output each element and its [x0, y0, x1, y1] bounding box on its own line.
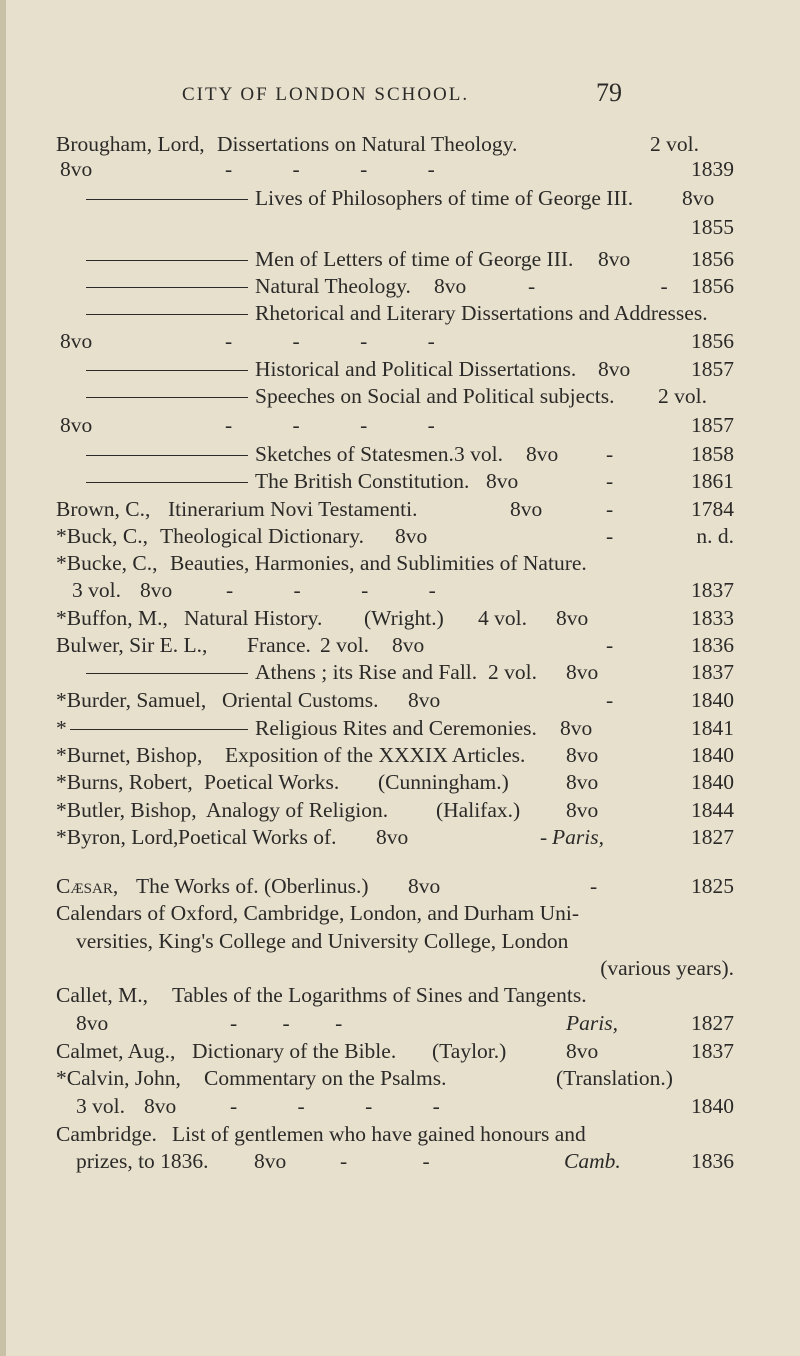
entry-format: 8vo: [510, 497, 543, 521]
entry-format: 8vo: [395, 524, 428, 548]
entry-title: The British Constitution.: [255, 469, 470, 493]
entry-year: 1827: [691, 1011, 734, 1035]
entry-format: 8vo: [60, 413, 93, 437]
entry-author: *Calvin, John,: [56, 1066, 181, 1090]
catalogue-entry-cont: [0, 213, 800, 241]
entry-format: 8vo: [566, 743, 599, 767]
entry-year: 1837: [691, 1039, 734, 1063]
entry-separator: -: [606, 469, 614, 493]
entry-separator: - -: [528, 274, 668, 298]
header-title: CITY OF LONDON SCHOOL.: [182, 84, 470, 105]
entry-author: Bulwer, Sir E. L.,: [56, 633, 208, 657]
ditto-dash: [86, 199, 248, 200]
entry-author: *Butler, Bishop,: [56, 798, 197, 822]
entry-title-continued: prizes, to 1836.: [76, 1149, 209, 1173]
entry-year: 1857: [691, 413, 734, 437]
entry-year: 1856: [691, 329, 734, 353]
entry-title: Exposition of the XXXIX Articles.: [225, 743, 526, 767]
entry-editor: (Oberlinus.): [264, 874, 369, 898]
entry-year: 1833: [691, 606, 734, 630]
catalogue-entry: [0, 549, 800, 577]
entry-format: 8vo: [60, 157, 93, 181]
catalogue-entry: [0, 1120, 800, 1148]
entry-year: 1855: [691, 215, 734, 239]
entry-title: Theological Dictionary.: [160, 524, 364, 548]
entry-format: 8vo: [392, 633, 425, 657]
catalogue-entry: [0, 899, 800, 927]
ditto-dash: [86, 482, 248, 483]
entry-year: 1837: [691, 578, 734, 602]
entry-year: 1839: [691, 157, 734, 181]
entry-format: 8vo: [556, 606, 589, 630]
entry-title: Dissertations on Natural Theology.: [217, 132, 518, 156]
entry-format: 8vo: [144, 1094, 177, 1118]
catalogue-entry-cont: [0, 1147, 800, 1175]
entry-author: *Burder, Samuel,: [56, 688, 207, 712]
catalogue-entry: [0, 768, 800, 796]
catalogue-entry-cont: [0, 1009, 800, 1037]
catalogue-entry: [0, 245, 800, 273]
entry-format: 8vo: [254, 1149, 287, 1173]
entry-title: Natural History.: [184, 606, 323, 630]
entry-separator: -: [590, 874, 598, 898]
entry-place: Paris,: [566, 1011, 618, 1035]
entry-author: *Burnet, Bishop,: [56, 743, 203, 767]
entry-format: 8vo: [76, 1011, 109, 1035]
entry-year: 1857: [691, 357, 734, 381]
catalogue-entry-cont: [0, 954, 800, 982]
entry-title: List of gentlemen who have gained honours and: [172, 1122, 586, 1146]
catalogue-entry: [0, 872, 800, 900]
catalogue-entry: [0, 382, 800, 410]
entry-title: Beauties, Harmonies, and Sublimities of Nature.: [170, 551, 587, 575]
entry-separator: - - - -: [225, 413, 435, 437]
entry-editor: (Wright.): [364, 606, 444, 630]
entry-title: France.: [247, 633, 311, 657]
catalogue-entry: [0, 1064, 800, 1092]
entry-title: Itinerarium Novi Testamenti.: [168, 497, 418, 521]
entry-separator: -: [606, 497, 614, 521]
entry-editor: (Cunningham.): [378, 770, 509, 794]
entry-separator: - - - -: [230, 1094, 440, 1118]
entry-year: 1856: [691, 247, 734, 271]
entry-title: Lives of Philosophers of time of George III.: [255, 186, 634, 210]
entry-author: *Burns, Robert,: [56, 770, 193, 794]
entry-title: Natural Theology.: [255, 274, 411, 298]
entry-title: Speeches on Social and Political subjects.: [255, 384, 615, 408]
entry-title: Sketches of Statesmen.: [255, 442, 454, 466]
entry-format: 8vo: [408, 688, 441, 712]
entry-volumes: 3 vol.: [454, 442, 503, 466]
catalogue-entry: [0, 631, 800, 659]
entry-format: 8vo: [376, 825, 409, 849]
entry-year: 1836: [691, 633, 734, 657]
entry-format: 8vo: [598, 247, 631, 271]
catalogue-entry: [0, 604, 800, 632]
entry-volumes: 2 vol.: [658, 384, 707, 408]
page-number: 79: [596, 78, 622, 107]
entry-title: Athens ; its Rise and Fall.: [255, 660, 478, 684]
entry-title-continued: versities, King's College and University College, London: [76, 929, 569, 953]
entry-editor: (Translation.): [556, 1066, 673, 1090]
entry-author: *Buffon, M.,: [56, 606, 168, 630]
entry-separator: -: [606, 442, 614, 466]
catalogue-entry: [0, 981, 800, 1009]
entry-year: 1836: [691, 1149, 734, 1173]
entry-separator: - - - -: [225, 157, 435, 181]
entry-author: Brougham, Lord,: [56, 132, 205, 156]
entry-separator: - - - -: [226, 578, 436, 602]
entry-title: Dictionary of the Bible.: [192, 1039, 397, 1063]
entry-title: Commentary on the Psalms.: [204, 1066, 447, 1090]
entry-format: 8vo: [566, 1039, 599, 1063]
catalogue-entry: [0, 686, 800, 714]
catalogue-entry: [0, 355, 800, 383]
ditto-dash: [86, 287, 248, 288]
entry-volumes: 3 vol.: [72, 578, 121, 602]
entry-volumes: 4 vol.: [478, 606, 527, 630]
entry-format: 8vo: [566, 660, 599, 684]
entry-format: 8vo: [526, 442, 559, 466]
entry-format: 8vo: [434, 274, 467, 298]
entry-year: 1837: [691, 660, 734, 684]
entry-year: 1840: [691, 743, 734, 767]
catalogue-entry-cont: [0, 1092, 800, 1120]
entry-title: Calendars of Oxford, Cambridge, London, and Durham Uni-: [56, 901, 580, 925]
ditto-dash: [86, 260, 248, 261]
entry-title: Tables of the Logarithms of Sines and Tangents.: [172, 983, 587, 1007]
entry-separator: -: [606, 633, 614, 657]
entry-format: 8vo: [566, 798, 599, 822]
entry-author: *Buck, C.,: [56, 524, 148, 548]
ditto-dash: [70, 729, 248, 730]
entry-separator: -: [606, 524, 614, 548]
entry-separator: -: [540, 825, 548, 849]
entry-title: The Works of.: [136, 874, 259, 898]
entry-separator: -: [606, 688, 614, 712]
entry-separator: - -: [340, 1149, 430, 1173]
catalogue-entry: [0, 658, 800, 686]
entry-author: Cæsar,: [56, 874, 119, 898]
catalogue-entry: [0, 741, 800, 769]
entry-format: 8vo: [408, 874, 441, 898]
entry-year: 1844: [691, 798, 734, 822]
entry-format: 8vo: [60, 329, 93, 353]
catalogue-entry: [0, 130, 800, 158]
entry-year: 1840: [691, 688, 734, 712]
ditto-dash: [86, 370, 248, 371]
catalogue-entry: [0, 522, 800, 550]
catalogue-entry: [0, 495, 800, 523]
entry-year: 1840: [691, 770, 734, 794]
ditto-dash: [86, 397, 248, 398]
entry-format: 8vo: [486, 469, 519, 493]
catalogue-entry: [0, 184, 800, 212]
entry-author: Brown, C.,: [56, 497, 151, 521]
entry-volumes: 2 vol.: [488, 660, 537, 684]
entry-title: Rhetorical and Literary Dissertations and Addresses.: [255, 301, 708, 325]
catalogue-entry-cont: [0, 327, 800, 355]
entry-title: Historical and Political Dissertations.: [255, 357, 577, 381]
entry-author: Cambridge.: [56, 1122, 157, 1146]
entry-year: 1858: [691, 442, 734, 466]
entry-title: Men of Letters of time of George III.: [255, 247, 574, 271]
entry-separator: - - -: [230, 1011, 343, 1035]
ditto-dash: [86, 314, 248, 315]
entry-year: 1825: [691, 874, 734, 898]
entry-author: *Byron, Lord,: [56, 825, 179, 849]
ditto-dash: [86, 673, 248, 674]
entry-title: Religious Rites and Ceremonies.: [255, 716, 537, 740]
catalogue-entry-cont: [0, 927, 800, 955]
entry-title: Analogy of Religion.: [206, 798, 389, 822]
entry-author: Callet, M.,: [56, 983, 148, 1007]
entry-format: 8vo: [560, 716, 593, 740]
catalogue-entry: [0, 467, 800, 495]
catalogue-entry-cont: [0, 155, 800, 183]
entry-year: 1861: [691, 469, 734, 493]
catalogue-entry: [0, 823, 800, 851]
entry-separator: - - - -: [225, 329, 435, 353]
catalogue-entry: [0, 272, 800, 300]
catalogue-entry: [0, 440, 800, 468]
entry-author: *Bucke, C.,: [56, 551, 158, 575]
catalogue-entry: [0, 1037, 800, 1065]
catalogue-entry: [0, 796, 800, 824]
entry-year: 1827: [691, 825, 734, 849]
entry-format: 8vo: [598, 357, 631, 381]
entry-editor: (Halifax.): [436, 798, 521, 822]
entry-format: 8vo: [140, 578, 173, 602]
entry-year: n. d.: [696, 524, 734, 548]
running-header: [0, 78, 800, 114]
entry-volumes: 2 vol.: [320, 633, 369, 657]
entry-volumes: 2 vol.: [650, 132, 699, 156]
entry-title: Poetical Works of.: [178, 825, 337, 849]
entry-volumes: 3 vol.: [76, 1094, 125, 1118]
entry-place: Paris,: [552, 825, 604, 849]
entry-author: Calmet, Aug.,: [56, 1039, 176, 1063]
entry-place: Camb.: [564, 1149, 621, 1173]
entry-title: Oriental Customs.: [222, 688, 379, 712]
entry-format: 8vo: [682, 186, 715, 210]
catalogue-entry: [0, 299, 800, 327]
entry-editor: (Taylor.): [432, 1039, 507, 1063]
catalogue-entry: [0, 714, 800, 742]
catalogue-entry-cont: [0, 576, 800, 604]
ditto-dash: [86, 455, 248, 456]
entry-year: 1856: [691, 274, 734, 298]
entry-author: *: [56, 716, 67, 740]
entry-title: Poetical Works.: [204, 770, 340, 794]
entry-year: 1784: [691, 497, 734, 521]
entry-year: 1840: [691, 1094, 734, 1118]
entry-year: 1841: [691, 716, 734, 740]
catalogue-entry-cont: [0, 411, 800, 439]
entry-format: 8vo: [566, 770, 599, 794]
entry-year: (various years).: [600, 956, 734, 980]
